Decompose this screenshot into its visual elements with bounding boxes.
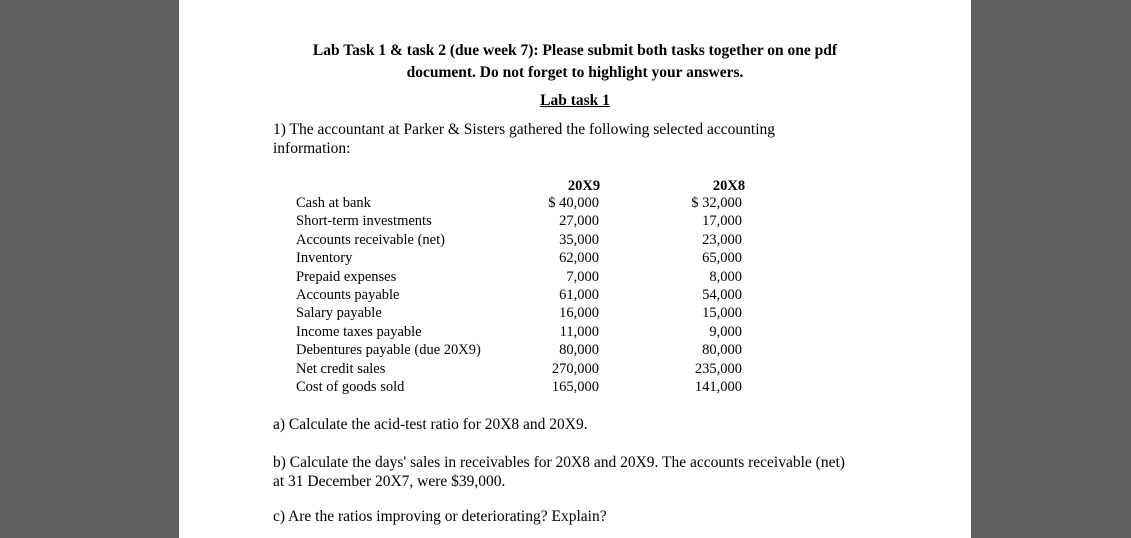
row-label: Cash at bank	[296, 195, 371, 211]
subtitle: Lab task 1	[540, 92, 610, 109]
value-20x8: 235,000	[694, 360, 742, 377]
question-b-line-1: b) Calculate the days' sales in receivables for 20X8 and 20X9. The accounts receivable (net)	[273, 454, 845, 471]
table-row	[179, 323, 971, 341]
title-line-2: document. Do not forget to highlight your answers.	[406, 64, 744, 81]
table-row	[179, 268, 971, 286]
column-header-20x8: 20X8	[712, 178, 746, 194]
value-20x9: 7,000	[566, 268, 599, 285]
table-row	[179, 194, 971, 212]
row-label: Prepaid expenses	[296, 268, 397, 285]
table-row	[179, 212, 971, 230]
value-20x9: 165,000	[551, 378, 599, 395]
value-20x9: 61,000	[559, 286, 599, 303]
value-20x9: 62,000	[559, 250, 599, 267]
value-20x8: 54,000	[702, 286, 742, 303]
row-label: Income taxes payable	[296, 323, 422, 340]
row-label: Short-term investments	[296, 213, 432, 230]
intro-paragraph	[273, 120, 913, 158]
value-20x9: 27,000	[559, 213, 599, 230]
question-c: c) Are the ratios improving or deteriorating? Explain?	[273, 508, 607, 525]
table-row	[179, 341, 971, 359]
value-20x8: 15,000	[702, 305, 742, 322]
intro-line-1: 1) The accountant at Parker & Sisters gathered the following selected accounting	[273, 121, 776, 138]
document-page	[179, 0, 971, 538]
table-row	[179, 286, 971, 304]
column-header-20x9: 20X9	[567, 178, 601, 194]
row-label: Salary payable	[296, 305, 382, 322]
table-row	[179, 304, 971, 322]
value-20x9: 80,000	[559, 342, 599, 359]
question-b	[273, 453, 913, 491]
row-label: Net credit sales	[296, 360, 386, 377]
value-20x9: 270,000	[551, 360, 599, 377]
row-label: Debentures payable (due 20X9)	[296, 342, 481, 359]
question-a: a) Calculate the acid-test ratio for 20X8 and 20X9.	[273, 416, 588, 433]
table-row	[179, 378, 971, 396]
question-b-line-2: at 31 December 20X7, were $39,000.	[273, 473, 506, 490]
accounting-table	[179, 194, 971, 396]
value-20x8: 8,000	[709, 268, 742, 285]
row-label: Accounts payable	[296, 286, 400, 303]
table-row	[179, 231, 971, 249]
row-label: Cost of goods sold	[296, 378, 405, 395]
value-20x8: 23,000	[702, 231, 742, 248]
value-20x9: 35,000	[559, 231, 599, 248]
value-20x9: $ 40,000	[548, 195, 599, 211]
value-20x8: 80,000	[702, 342, 742, 359]
title-line-1: Lab Task 1 & task 2 (due week 7): Please submit both tasks together on one pdf	[312, 42, 838, 59]
value-20x9: 16,000	[559, 305, 599, 322]
table-row	[179, 249, 971, 267]
value-20x8: 9,000	[709, 323, 742, 340]
table-row	[179, 360, 971, 378]
intro-line-2: information:	[273, 140, 351, 157]
row-label: Inventory	[296, 250, 353, 267]
value-20x8: 65,000	[702, 250, 742, 267]
value-20x8: $ 32,000	[691, 195, 742, 211]
value-20x9: 11,000	[559, 323, 599, 340]
value-20x8: 17,000	[702, 213, 742, 230]
row-label: Accounts receivable (net)	[296, 231, 445, 248]
value-20x8: 141,000	[694, 378, 742, 395]
